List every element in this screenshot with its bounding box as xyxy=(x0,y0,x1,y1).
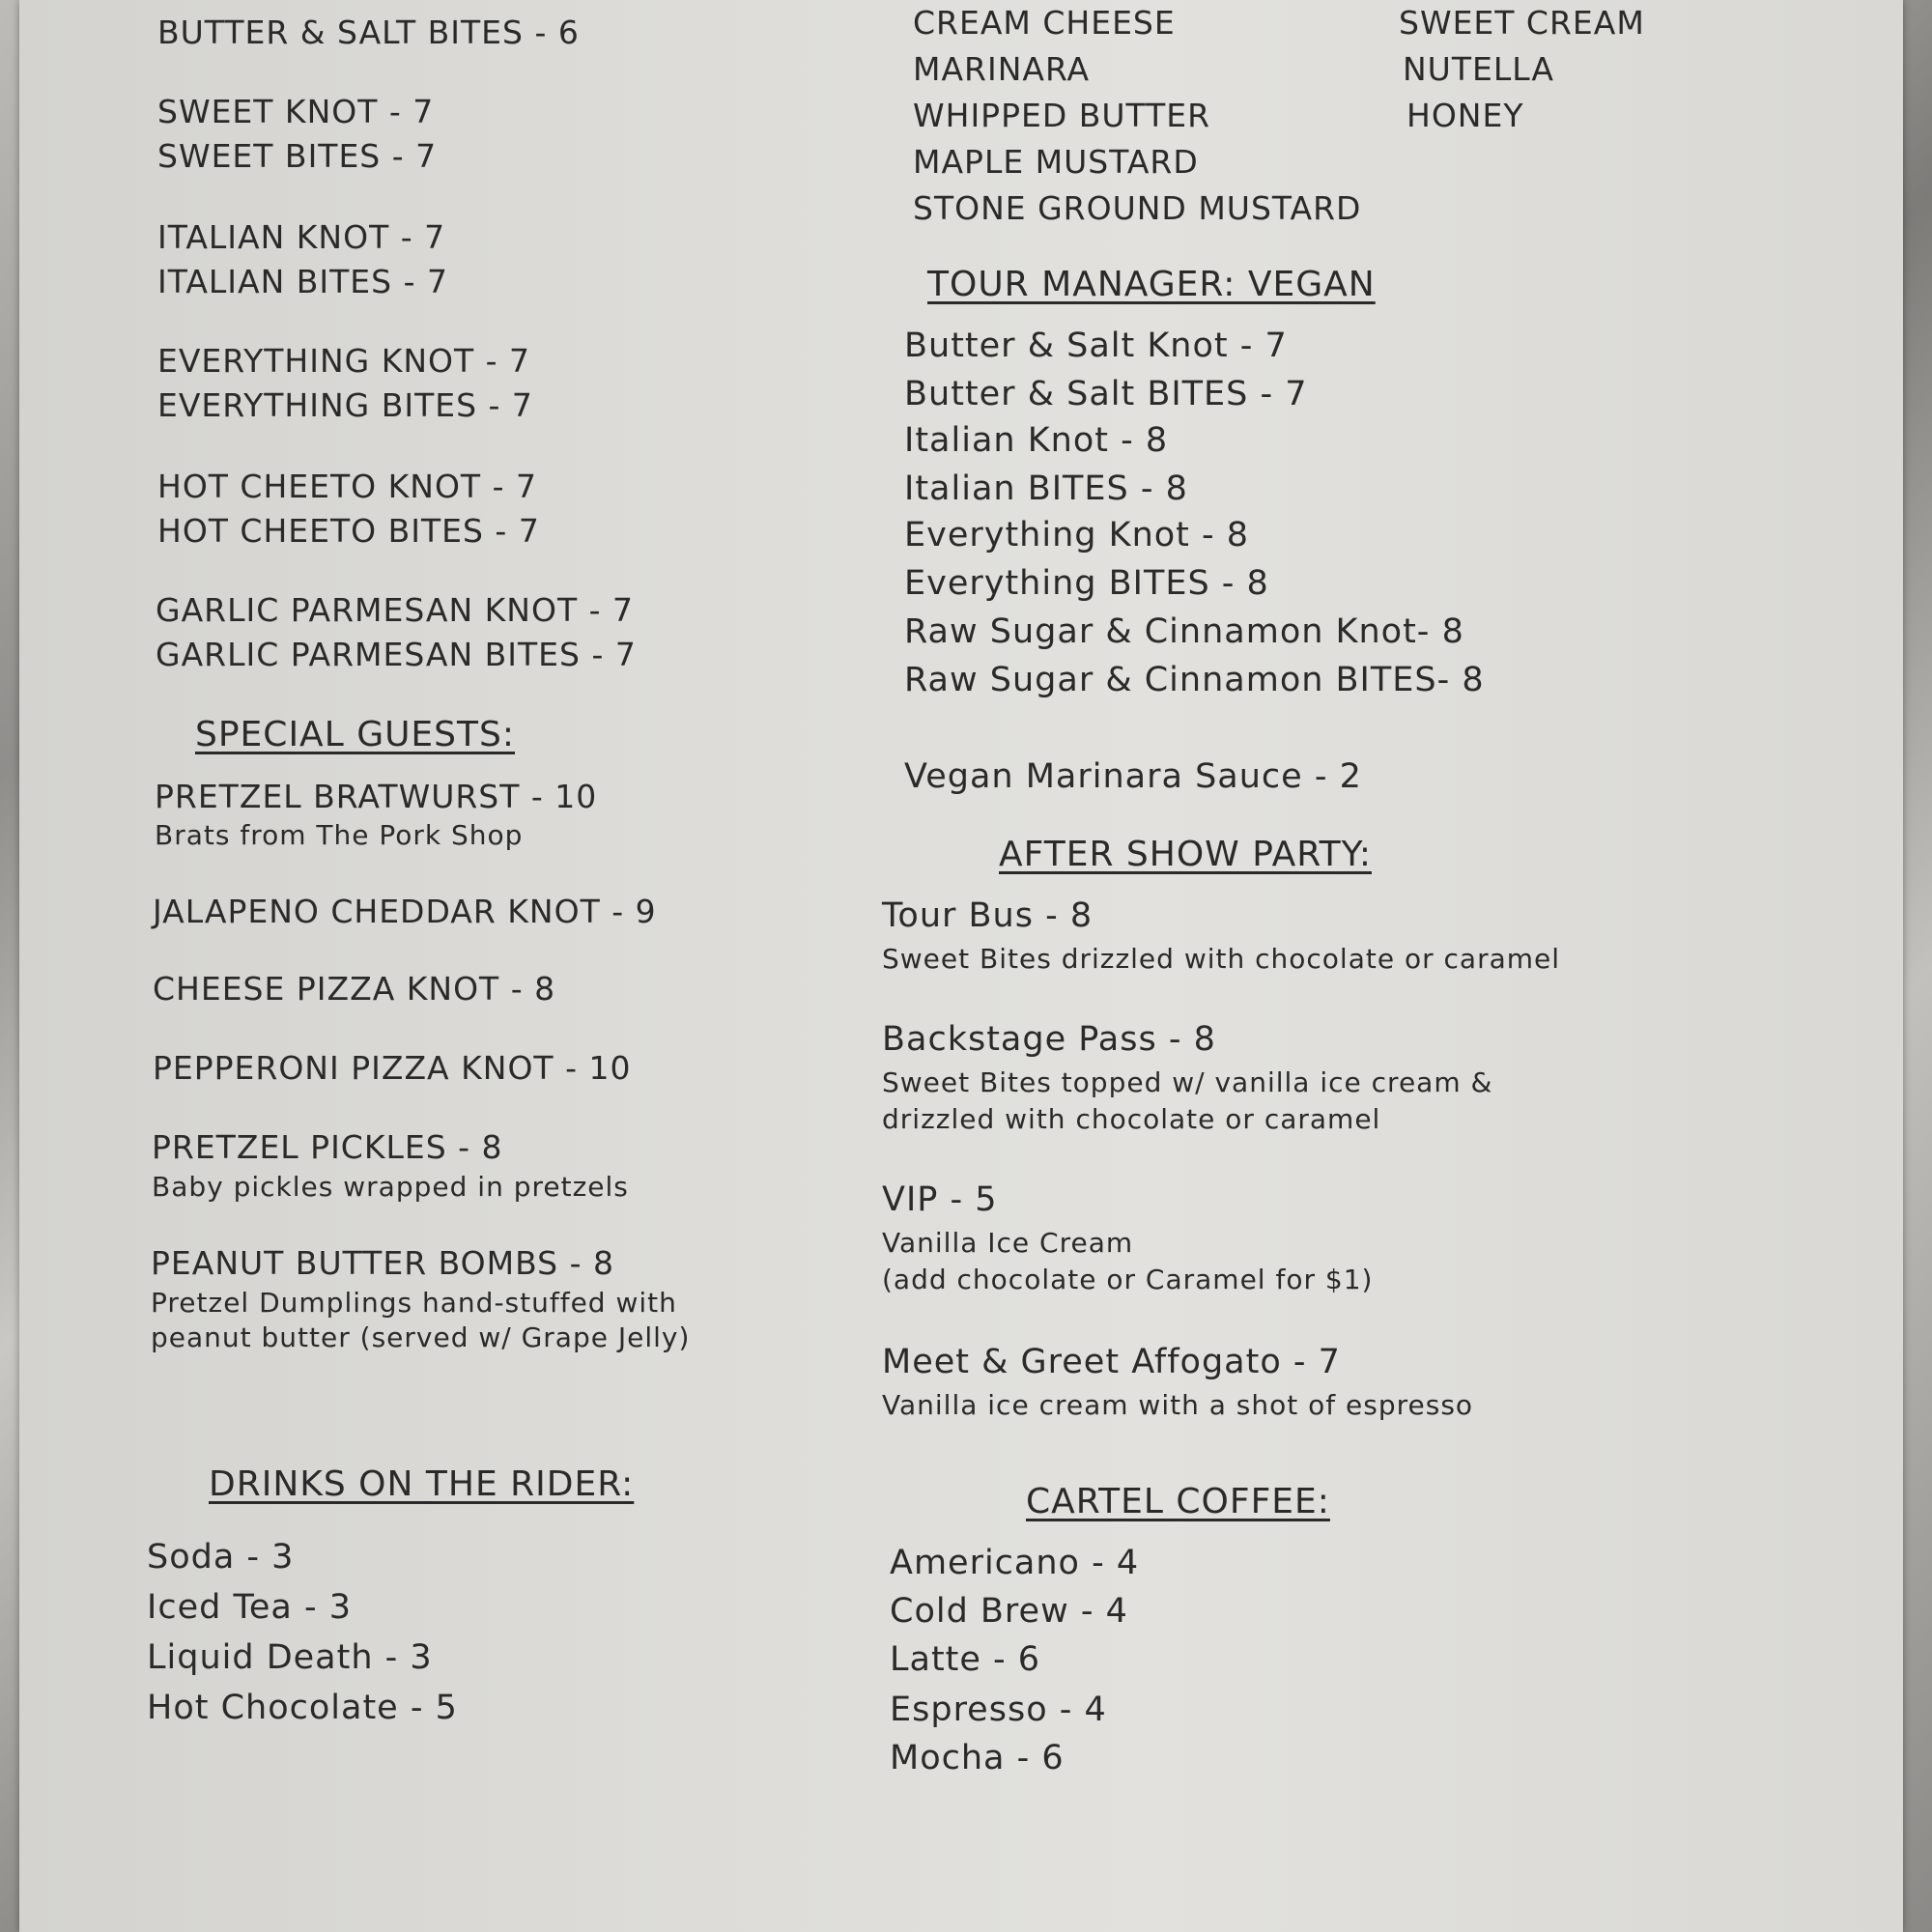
menu-item: Soda - 3 xyxy=(147,1538,295,1577)
menu-item-description: (add chocolate or Caramel for $1) xyxy=(882,1264,1374,1295)
menu-item: Italian BITES - 8 xyxy=(904,469,1188,508)
section-title-vegan: TOUR MANAGER: VEGAN xyxy=(927,265,1376,304)
menu-item-description: Baby pickles wrapped in pretzels xyxy=(152,1171,629,1203)
menu-item: GARLIC PARMESAN BITES - 7 xyxy=(156,636,637,673)
menu-item-description: Sweet Bites topped w/ vanilla ice cream & xyxy=(882,1066,1493,1098)
sauce-item: HONEY xyxy=(1406,97,1524,134)
menu-item: Iced Tea - 3 xyxy=(147,1588,353,1627)
sauce-item: MAPLE MUSTARD xyxy=(913,143,1199,181)
menu-item: EVERYTHING BITES - 7 xyxy=(157,386,533,424)
menu-item: Backstage Pass - 8 xyxy=(882,1020,1216,1059)
menu-item-description: Brats from The Pork Shop xyxy=(155,819,524,851)
menu-item: CHEESE PIZZA KNOT - 8 xyxy=(153,970,556,1008)
menu-item: Liquid Death - 3 xyxy=(147,1638,433,1677)
menu-item: ITALIAN BITES - 7 xyxy=(157,263,448,300)
menu-item: Italian Knot - 8 xyxy=(904,421,1169,460)
menu-item: Butter & Salt Knot - 7 xyxy=(904,327,1288,365)
menu-item: ITALIAN KNOT - 7 xyxy=(157,218,446,256)
menu-item: JALAPENO CHEDDAR KNOT - 9 xyxy=(153,893,657,930)
section-title-drinks: DRINKS ON THE RIDER: xyxy=(209,1464,635,1504)
menu-item: Tour Bus - 8 xyxy=(882,896,1094,935)
menu-item: PRETZEL PICKLES - 8 xyxy=(152,1128,503,1166)
menu-item: PEANUT BUTTER BOMBS - 8 xyxy=(151,1244,615,1282)
menu-sheet xyxy=(19,0,1903,1932)
sauce-item: NUTELLA xyxy=(1403,50,1554,88)
menu-item-description: Sweet Bites drizzled with chocolate or caramel xyxy=(882,943,1561,975)
menu-item-description: peanut butter (served w/ Grape Jelly) xyxy=(151,1321,691,1353)
menu-item: Raw Sugar & Cinnamon Knot- 8 xyxy=(904,612,1464,651)
section-title-coffee: CARTEL COFFEE: xyxy=(1026,1482,1330,1521)
menu-item: Vegan Marinara Sauce - 2 xyxy=(904,757,1362,796)
menu-item: PEPPERONI PIZZA KNOT - 10 xyxy=(153,1049,632,1087)
menu-item: HOT CHEETO BITES - 7 xyxy=(157,512,540,550)
menu-item: GARLIC PARMESAN KNOT - 7 xyxy=(156,591,634,629)
menu-item: EVERYTHING KNOT - 7 xyxy=(157,342,531,380)
menu-item: PRETZEL BRATWURST - 10 xyxy=(155,778,598,815)
section-title-special-guests: SPECIAL GUESTS: xyxy=(195,715,516,754)
menu-item: Everything BITES - 8 xyxy=(904,564,1269,603)
menu-item: BUTTER & SALT BITES - 6 xyxy=(157,14,580,51)
menu-item-description: drizzled with chocolate or caramel xyxy=(882,1103,1381,1135)
sauce-item: WHIPPED BUTTER xyxy=(913,97,1211,134)
menu-item: SWEET BITES - 7 xyxy=(157,137,438,175)
menu-item: Americano - 4 xyxy=(890,1544,1140,1582)
menu-item: Espresso - 4 xyxy=(890,1690,1107,1729)
section-title-after-show: AFTER SHOW PARTY: xyxy=(999,835,1372,874)
menu-item: Raw Sugar & Cinnamon BITES- 8 xyxy=(904,661,1485,699)
sauce-item: SWEET CREAM xyxy=(1399,4,1645,42)
menu-item-description: Pretzel Dumplings hand-stuffed with xyxy=(151,1287,677,1319)
menu-item: Butter & Salt BITES - 7 xyxy=(904,375,1308,413)
menu-item: Mocha - 6 xyxy=(890,1739,1065,1777)
menu-item: VIP - 5 xyxy=(882,1180,998,1219)
menu-item-description: Vanilla ice cream with a shot of espresso xyxy=(882,1389,1474,1421)
menu-item: Meet & Greet Affogato - 7 xyxy=(882,1343,1341,1381)
sauce-item: STONE GROUND MUSTARD xyxy=(913,189,1362,227)
sauce-item: CREAM CHEESE xyxy=(913,4,1176,42)
menu-item: Latte - 6 xyxy=(890,1640,1041,1679)
menu-item: Hot Chocolate - 5 xyxy=(147,1689,458,1727)
menu-item: Everything Knot - 8 xyxy=(904,516,1250,554)
sauce-item: MARINARA xyxy=(913,50,1091,88)
menu-item: Cold Brew - 4 xyxy=(890,1592,1128,1631)
menu-item: HOT CHEETO KNOT - 7 xyxy=(157,468,537,505)
menu-item-description: Vanilla Ice Cream xyxy=(882,1227,1134,1259)
menu-item: SWEET KNOT - 7 xyxy=(157,93,435,130)
